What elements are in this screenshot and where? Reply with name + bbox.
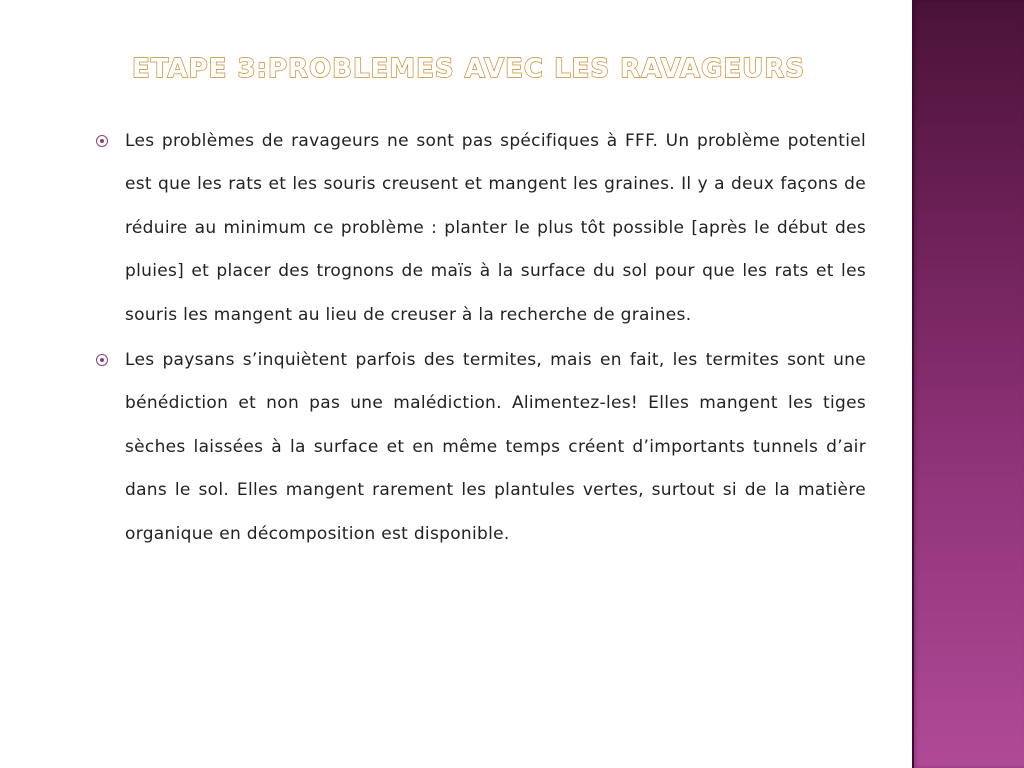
circle-bullet-icon: [96, 135, 108, 147]
side-band-edge: [912, 0, 914, 768]
bullet-item: [96, 339, 866, 556]
bullet-text: Les paysans s’inquiètent parfois des termites, mais en fait, les termites sont une bénédiction et non pas une malédiction. Alimentez-les! Elles mangent les tiges sèches laissées à la surface et en même temps créent d’importants tunnels d’air dans le sol. Elles mangent rarement les plantules vertes, surtout si de la matière organique en décomposition est disponible.: [125, 350, 866, 544]
decorative-side-band: [912, 0, 1024, 768]
bullet-item: [96, 120, 866, 337]
slide-title: ETAPE 3:PROBLEMES AVEC LES RAVAGEURS: [132, 54, 805, 84]
bullet-text: Les problèmes de ravageurs ne sont pas spécifiques à FFF. Un problème potentiel est que les rats et les souris creusent et mangent les graines. Il y a deux façons de réduire au minimum ce problème : planter le plus tôt possible [après le début des pluies] et placer des trognons de maïs à la surface du sol pour que les rats et les souris les mangent au lieu de creuser à la recherche de graines.: [125, 131, 866, 325]
bullet-list: [96, 120, 866, 558]
circle-bullet-icon: [96, 354, 108, 366]
